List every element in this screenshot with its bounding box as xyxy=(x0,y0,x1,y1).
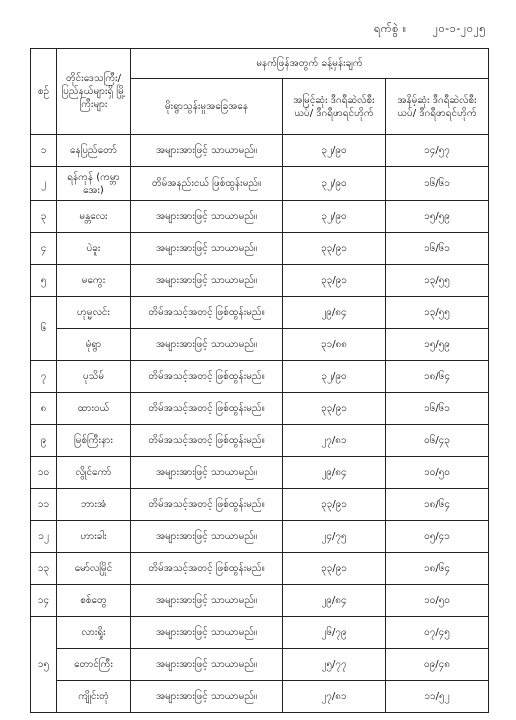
row-max: ၂၄/၇၅ xyxy=(283,521,386,553)
row-no: ၂ xyxy=(31,167,57,201)
header-min-temp: အနိမ့်ဆုံး ဒီဂရီဆဲလ်စီးယပ်/ ဒီဂရီဖာရင်ဟိုက် xyxy=(386,79,489,135)
row-max: ၃၃/၉၁ xyxy=(283,393,386,425)
date-value: ၂၀-၁-၂၀၂၅ xyxy=(432,22,486,35)
row-weather: အများအားဖြင့် သာယာမည်။ xyxy=(131,457,283,489)
row-no: ၄ xyxy=(31,233,57,265)
date-label: ရက်စွဲ ။ xyxy=(373,22,407,35)
row-city: မြစ်ကြီးနား xyxy=(57,425,131,457)
row-max: ၂၉/၈၄ xyxy=(283,585,386,617)
row-weather: အများအားဖြင့် သာယာမည်။ xyxy=(131,201,283,233)
row-city: ဟားခါး xyxy=(57,521,131,553)
row-max: ၂၆/၇၉ xyxy=(283,617,386,649)
weather-forecast-table xyxy=(30,48,489,713)
row-weather: အများအားဖြင့် သာယာမည်။ xyxy=(131,521,283,553)
row-weather: တိမ်အသင့်အတင့် ဖြစ်ထွန်းမည်။ xyxy=(131,553,283,585)
row-weather: တိမ်အသင့်အတင့် ဖြစ်ထွန်းမည်။ xyxy=(131,361,283,393)
row-max: ၃၁/၈၈ xyxy=(283,329,386,361)
row-max: ၃၂/၉၀ xyxy=(283,201,386,233)
row-weather: အများအားဖြင့် သာယာမည်။ xyxy=(131,681,283,713)
row-no: ၃ xyxy=(31,201,57,233)
row-city: မန္တလေး xyxy=(57,201,131,233)
row-weather: အများအားဖြင့် သာယာမည်။ xyxy=(131,585,283,617)
row-max: ၃၂/၉၀ xyxy=(283,361,386,393)
row-min: ၁၀/၅၀ xyxy=(386,457,489,489)
row-min: ၁၈/၆၄ xyxy=(386,489,489,521)
row-city: စစ်တွေ xyxy=(57,585,131,617)
row-max: ၂၇/၈၁ xyxy=(283,681,386,713)
row-no: ၁၀ xyxy=(31,457,57,489)
row-min: ၀၆/၄၃ xyxy=(386,425,489,457)
row-city: နေပြည်တော် xyxy=(57,135,131,167)
row-no: ၁၄ xyxy=(31,585,57,617)
row-weather: အများအားဖြင့် သာယာမည်။ xyxy=(131,617,283,649)
row-max: ၃၃/၉၁ xyxy=(283,233,386,265)
document-date xyxy=(374,22,486,38)
row-max: ၂၉/၈၄ xyxy=(283,297,386,329)
row-city: မကွေး xyxy=(57,265,131,297)
row-city: ရန်ကုန် (ကမ္ဘာအေး) xyxy=(57,167,131,201)
row-city: ပဲခူး xyxy=(57,233,131,265)
header-max-temp: အမြင့်ဆုံး ဒီဂရီဆဲလ်စီးယပ်/ ဒီဂရီဖာရင်ဟိုက် xyxy=(283,79,386,135)
row-min: ၁၁/၅၂ xyxy=(386,681,489,713)
row-no: ၁၃ xyxy=(31,553,57,585)
row-max: ၃၂/၉၀ xyxy=(283,135,386,167)
row-city: လားရှိုး xyxy=(57,617,131,649)
header-city: တိုင်းဒေသကြီး/ ပြည်နယ်များရှိ မြို့ကြီးများ xyxy=(57,49,131,135)
header-no: စဉ် xyxy=(31,49,57,135)
row-min: ၀၉/၄၈ xyxy=(386,649,489,681)
row-weather: တိမ်အသင့်အတင့် ဖြစ်ထွန်းမည်။ xyxy=(131,425,283,457)
row-weather: အများအားဖြင့် သာယာမည်။ xyxy=(131,135,283,167)
row-min: ၁၅/၅၉ xyxy=(386,329,489,361)
row-city: ဘားအံ xyxy=(57,489,131,521)
row-max: ၂၉/၈၄ xyxy=(283,457,386,489)
row-weather: တိမ်အသင့်အတင့် ဖြစ်ထွန်းမည်။ xyxy=(131,489,283,521)
row-city: မော်လမြိုင် xyxy=(57,553,131,585)
row-min: ၁၆/၆၁ xyxy=(386,393,489,425)
row-no: ၅ xyxy=(31,265,57,297)
row-min: ၀၇/၄၅ xyxy=(386,617,489,649)
row-weather: တိမ်အသင့်အတင့် ဖြစ်ထွန်းမည်။ xyxy=(131,297,283,329)
row-no: ၈ xyxy=(31,393,57,425)
header-weather: မိုးရွာသွန်းမှုအခြေအနေ xyxy=(131,79,283,135)
row-min: ၁၈/၆၄ xyxy=(386,553,489,585)
row-city: ပုသိမ် xyxy=(57,361,131,393)
row-max: ၂၇/၈၁ xyxy=(283,425,386,457)
row-min: ၁၃/၅၅ xyxy=(386,265,489,297)
row-city: လွိုင်ကော် xyxy=(57,457,131,489)
row-city: ဟုမ္မလင်း xyxy=(57,297,131,329)
row-min: ၁၀/၅၀ xyxy=(386,585,489,617)
row-weather: အများအားဖြင့် သာယာမည်။ xyxy=(131,265,283,297)
header-forecast-group: မနက်ဖြန်အတွက် ခန့်မှန်းချက် xyxy=(131,49,489,79)
row-max: ၃၂/၉၀ xyxy=(283,167,386,201)
row-no: ၁ xyxy=(31,135,57,167)
row-weather: အများအားဖြင့် သာယာမည်။ xyxy=(131,233,283,265)
row-weather: အများအားဖြင့် သာယာမည်။ xyxy=(131,329,283,361)
row-min: ၁၅/၅၉ xyxy=(386,201,489,233)
row-weather: တိမ်အသင့်အတင့် ဖြစ်ထွန်းမည်။ xyxy=(131,393,283,425)
row-max: ၃၃/၉၁ xyxy=(283,265,386,297)
row-no: ၉ xyxy=(31,425,57,457)
row-min: ၁၃/၅၅ xyxy=(386,297,489,329)
row-no: ၆ xyxy=(31,297,57,361)
row-weather: တိမ်အနည်းငယ် ဖြစ်ထွန်းမည်။ xyxy=(131,167,283,201)
row-min: ၁၆/၆၁ xyxy=(386,167,489,201)
row-min: ၁၆/၆၁ xyxy=(386,233,489,265)
row-weather: အများအားဖြင့် သာယာမည်။ xyxy=(131,649,283,681)
row-no: ၇ xyxy=(31,361,57,393)
row-max: ၃၃/၉၁ xyxy=(283,489,386,521)
row-min: ၁၈/၆၄ xyxy=(386,361,489,393)
row-no: ၁၅ xyxy=(31,617,57,713)
row-city: ထားဝယ် xyxy=(57,393,131,425)
row-no: ၁၂ xyxy=(31,521,57,553)
row-max: ၂၅/၇၇ xyxy=(283,649,386,681)
row-city: တောင်ကြီး xyxy=(57,649,131,681)
row-min: ၀၅/၄၁ xyxy=(386,521,489,553)
row-min: ၁၄/၅၇ xyxy=(386,135,489,167)
row-max: ၃၃/၉၁ xyxy=(283,553,386,585)
row-city: မုံရွာ xyxy=(57,329,131,361)
row-city: ကျိုင်းတုံ xyxy=(57,681,131,713)
row-no: ၁၁ xyxy=(31,489,57,521)
